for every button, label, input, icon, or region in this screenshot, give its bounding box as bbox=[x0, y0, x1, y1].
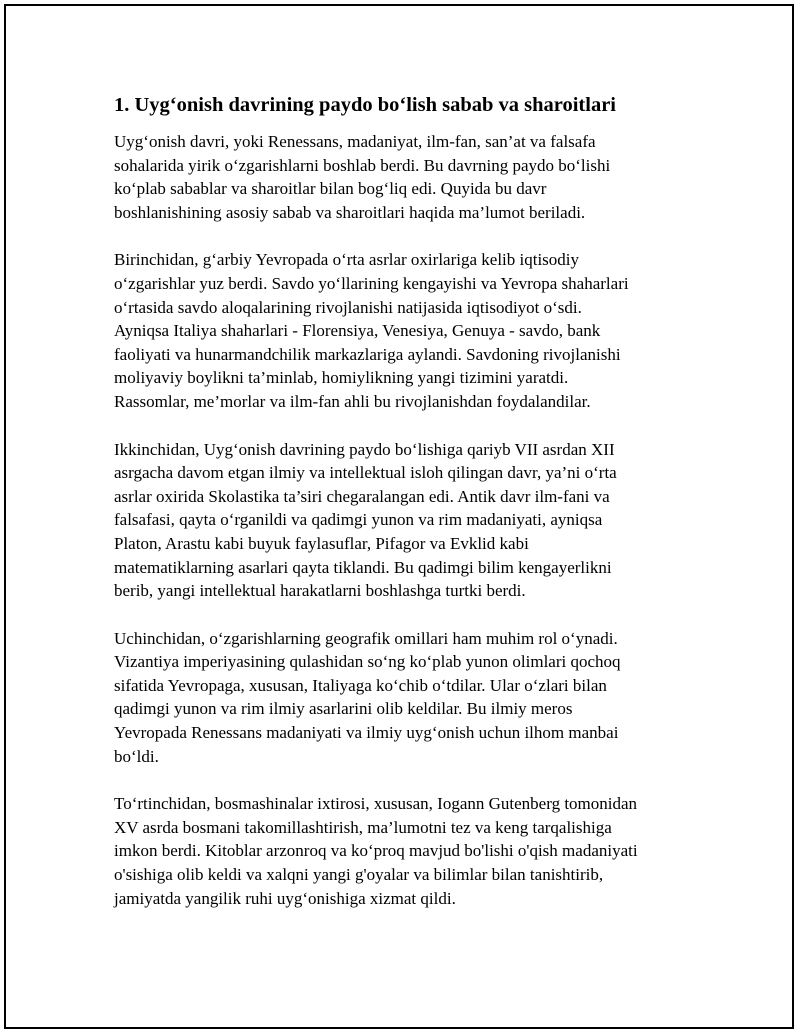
paragraph-intro: Uyg‘onish davri, yoki Renessans, madaniyat, ilm-fan, san’at va falsafa sohalarida yirik o‘zgarishlarni boshlab berdi. Bu davrning paydo bo‘lishi ko‘plab sabablar va sharoitlar bilan bog‘liq edi. Quyida bu davr boshlanishining asosiy sabab va sharoitlari haqida ma’lumot beriladi. bbox=[114, 132, 611, 222]
paragraph-second-reason: Ikkinchidan, Uyg‘onish davrining paydo bo‘lishiga qariyb VII asrdan XII asrgacha davom etgan ilmiy va intellektual isloh qilingan davr, ya’ni o‘rta asrlar oxirida Skolastika ta’siri chegaralangan edi. Antik davr ilm-fani va falsafasi, qayta o‘rganildi va qadimgi yunon va rim madaniyati, ayniqsa Platon, Arastu kabi buyuk faylasuflar, Pifagor va Evklid kabi matematiklarning asarlari qayta tiklandi. Bu qadimgi bilim kengayerlikni berib, yangi intellektual harakatlarni boshlashga turtki berdi. bbox=[114, 439, 617, 601]
paragraph-fourth-reason: To‘rtinchidan, bosmashinalar ixtirosi, xususan, Iogann Gutenberg tomonidan XV asrda bosmani takomillashtirish, ma’lumotni tez va keng tarqalishiga imkon berdi. Kitoblar arzonroq va ko‘proq mavjud bo'lishi o'qish madaniyati o'sishiga olib keldi va xalqni yangi g'oyalar va bilimlar bilan tanishtirib, jamiyatda yangilik ruhi uyg‘onishiga xizmat qildi. bbox=[114, 794, 638, 908]
document-body bbox=[114, 92, 694, 934]
paragraph-first-reason: Birinchidan, g‘arbiy Yevropada o‘rta asrlar oxirlariga kelib iqtisodiy o‘zgarishlar yuz berdi. Savdo yo‘llarining kengayishi va Yevropa shaharlari o‘rtasida savdo aloqalarining rivojlanishi natijasida iqtisodiyot o‘sdi. Ayniqsa Italiya shaharlari - Florensiya, Venesiya, Genuya - savdo, bank faoliyati va hunarmandchilik markazlariga aylandi. Savdoning rivojlanishi moliyaviy boylikni ta’minlab, homiylikning yangi tizimini yaratdi. Rassomlar, me’morlar va ilm-fan ahli bu rivojlanishdan foydalandilar. bbox=[114, 250, 629, 411]
document-title: 1. Uyg‘onish davrining paydo bo‘lish sabab va sharoitlari bbox=[114, 94, 616, 116]
paragraph-third-reason: Uchinchidan, o‘zgarishlarning geografik omillari ham muhim rol o‘ynadi. Vizantiya imperiyasining qulashidan so‘ng ko‘plab yunon olimlari qochoq sifatida Yevropaga, xususan, Italiyaga ko‘chib o‘tdilar. Ular o‘zlari bilan qadimgi yunon va rim ilmiy asarlarini olib keldilar. Bu ilmiy meros Yevropada Renessans madaniyati va ilmiy uyg‘onish uchun ilhom manbai bo‘ldi. bbox=[114, 628, 621, 766]
